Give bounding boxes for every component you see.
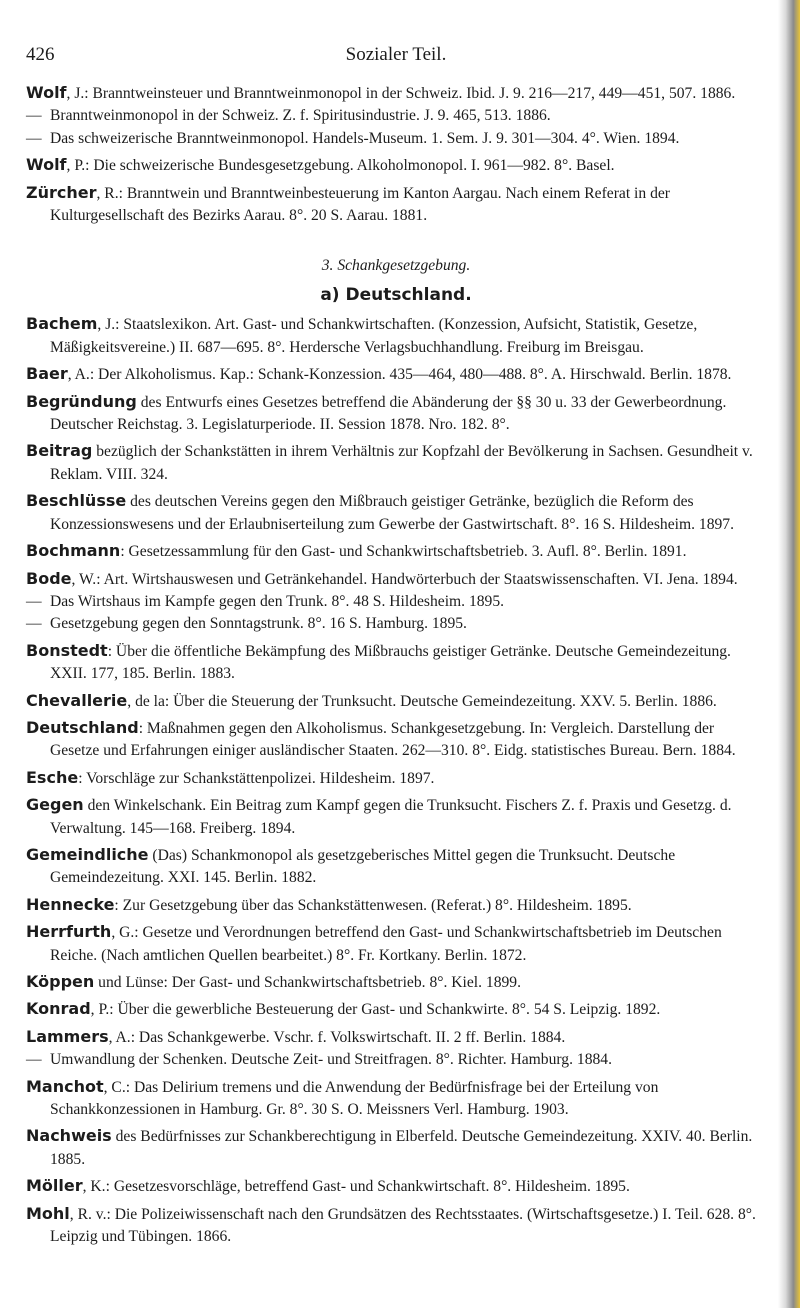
entry-text: , P.: Über die gewerbliche Besteuerung der Gast- und Schankwirte. 8°. 54 S. Leipzig. 1892. xyxy=(90,1001,661,1019)
subsection-title: a) Deutschland. xyxy=(320,285,472,306)
bibliography-entry xyxy=(26,1203,766,1249)
entry-author: Mohl xyxy=(26,1203,70,1223)
entry-author: Deutschland xyxy=(26,717,139,737)
entry-list-top xyxy=(26,82,766,227)
entry-text: des Bedürfnisses zur Schankberechtigung in Elberfeld. Deutsche Gemeindezeitung. XXIV. 40. Berlin. 1885. xyxy=(50,1128,753,1168)
ditto-dash: — xyxy=(26,1051,42,1069)
bibliography-entry xyxy=(26,440,766,486)
bibliography-subentry xyxy=(26,613,766,635)
entry-text: Das schweizerische Branntweinmonopol. Handels-Museum. 1. Sem. J. 9. 301—304. 4°. Wien. 1894. xyxy=(50,129,680,147)
entry-text: : Maßnahmen gegen den Alkoholismus. Schankgesetzgebung. In: Vergleich. Darstellung der Gesetze und Erfahrungen einiger ausländischer Staaten. 262—310. 8°. Eidg. statistisches Bureau. Bern. 1884. xyxy=(50,719,736,760)
entry-author: Bode xyxy=(26,568,72,588)
entry-text: , K.: Gesetzesvorschläge, betreffend Gast- und Schankwirtschaft. 8°. Hildesheim. 1895. xyxy=(82,1178,630,1196)
bibliography-entry xyxy=(26,971,766,994)
bibliography-entry xyxy=(26,998,766,1021)
entry-author: Beitrag xyxy=(26,441,93,461)
page-header xyxy=(26,44,766,74)
entry-author: Bachem xyxy=(26,314,98,334)
entry-author: Begründung xyxy=(26,391,137,411)
entry-text: : Zur Gesetzgebung über das Schankstättenwesen. (Referat.) 8°. Hildesheim. 1895. xyxy=(114,896,632,914)
entry-author: Baer xyxy=(26,364,68,384)
entry-author: Möller xyxy=(26,1176,83,1196)
bibliography-subentry xyxy=(26,105,766,127)
page-edge-shadow xyxy=(778,0,800,1308)
entry-author: Bochmann xyxy=(26,541,121,561)
bibliography-entry xyxy=(26,1125,766,1171)
entry-author: Hennecke xyxy=(26,894,115,914)
bibliography-entry xyxy=(26,1175,766,1198)
entry-author: Zürcher xyxy=(26,182,97,202)
entry-text: , A.: Das Schankgewerbe. Vschr. f. Volkswirtschaft. II. 2 ff. Berlin. 1884. xyxy=(108,1028,566,1046)
entry-text: (Das) Schankmonopol als gesetzgeberisches Mittel gegen die Trunksucht. Deutsche Gemeindezeitung. XXI. 145. Berlin. 1882. xyxy=(50,846,676,887)
entry-author: Konrad xyxy=(26,999,91,1019)
bibliography-entry xyxy=(26,363,766,386)
bibliography-entry xyxy=(26,490,766,536)
page-number: 426 xyxy=(26,44,55,65)
entry-text: : Über die öffentliche Bekämpfung des Mißbrauchs geistiger Getränke. Deutsche Gemeindezeitung. XXII. 177, 185. Berlin. 1883. xyxy=(50,642,731,683)
bibliography-entry xyxy=(26,921,766,967)
entry-text: und Lünse: Der Gast- und Schankwirtschaftsbetrieb. 8°. Kiel. 1899. xyxy=(94,974,522,991)
entry-text: bezüglich der Schankstätten in ihrem Verhältnis zur Kopfzahl der Bevölkerung in Sachsen. Gesundheit v. Reklam. VIII. 324. xyxy=(50,443,753,483)
entry-author: Esche xyxy=(26,767,79,787)
entry-text: Branntweinmonopol in der Schweiz. Z. f. Spiritusindustrie. J. 9. 465, 513. 1886. xyxy=(50,107,551,125)
entry-text: , R. v.: Die Polizeiwissenschaft nach den Grundsätzen des Rechtsstaates. (Wirtschaftsgesetze.) I. Teil. 628. 8°. Leipzig und Tübingen. 1866. xyxy=(50,1205,756,1246)
bibliography-entry xyxy=(26,568,766,591)
running-title: Sozialer Teil. xyxy=(345,44,447,65)
bibliography-entry xyxy=(26,767,766,790)
section-title: 3. Schankgesetzgebung. xyxy=(321,257,471,275)
bibliography-subentry xyxy=(26,128,766,150)
bibliography-entry xyxy=(26,540,766,563)
bibliography-entry xyxy=(26,717,766,763)
bibliography-entry xyxy=(26,1076,766,1122)
entry-text: Umwandlung der Schenken. Deutsche Zeit- und Streitfragen. 8°. Richter. Hamburg. 1884. xyxy=(50,1051,612,1069)
entry-text: : Vorschläge zur Schankstättenpolizei. Hildesheim. 1897. xyxy=(78,769,435,787)
bibliography-entry xyxy=(26,313,766,359)
entry-text: des deutschen Vereins gegen den Mißbrauch geistiger Getränke, bezüglich die Reform des Konzessionswesens und der Erlaubniserteilung zum Gewerbe der Gastwirtschaft. 8°. 16 S. Hildesheim. 1897. xyxy=(50,493,734,533)
entry-text: des Entwurfs eines Gesetzes betreffend die Abänderung der §§ 30 u. 33 der Gewerbeordnung. Deutscher Reichstag. 3. Legislaturperiode. II. Session 1878. Nro. 182. 8°. xyxy=(50,393,727,434)
entry-text: , P.: Die schweizerische Bundesgesetzgebung. Alkoholmonopol. I. 961—982. 8°. Basel. xyxy=(66,157,615,175)
entry-author: Lammers xyxy=(26,1026,109,1046)
bibliography-entry xyxy=(26,640,766,686)
entry-author: Herrfurth xyxy=(26,922,112,942)
bibliography-entry xyxy=(26,154,766,177)
entry-text: : Gesetzessammlung für den Gast- und Schankwirtschaftsbetrieb. 3. Aufl. 8°. Berlin. 1891. xyxy=(120,543,687,561)
entry-text: , de la: Über die Steuerung der Trunksucht. Deutsche Gemeindezeitung. XXV. 5. Berlin. 1886. xyxy=(127,692,717,710)
entry-text: Gesetzgebung gegen den Sonntagstrunk. 8°. 16 S. Hamburg. 1895. xyxy=(50,615,467,633)
bibliography-entry xyxy=(26,690,766,713)
bibliography-entry xyxy=(26,182,766,228)
bibliography-entry xyxy=(26,82,766,105)
entry-text: Das Wirtshaus im Kampfe gegen den Trunk. 8°. 48 S. Hildesheim. 1895. xyxy=(50,592,505,610)
entry-text: , W.: Art. Wirtshauswesen und Getränkehandel. Handwörterbuch der Staatswissenschaften. VI. Jena. 1894. xyxy=(71,570,738,588)
entry-author: Beschlüsse xyxy=(26,491,127,511)
entry-list-deutschland xyxy=(26,313,766,1248)
entry-text: , J.: Staatslexikon. Art. Gast- und Schankwirtschaften. (Konzession, Aufsicht, Statistik, Gesetze, Mäßigkeitsvereine.) II. 687—695. 8°. Herdersche Verlagsbuchhandlung. Freiburg im Breisgau. xyxy=(50,316,698,356)
bibliography-subentry xyxy=(26,591,766,613)
ditto-dash: — xyxy=(26,129,42,147)
bibliography-subentry xyxy=(26,1049,766,1071)
entry-author: Köppen xyxy=(26,972,95,991)
ditto-dash: — xyxy=(26,592,42,610)
entry-text: , A.: Der Alkoholismus. Kap.: Schank-Konzession. 435—464, 480—488. 8°. A. Hirschwald. Berlin. 1878. xyxy=(67,366,732,384)
entry-author: Gegen xyxy=(26,795,84,815)
entry-text: , C.: Das Delirium tremens und die Anwendung der Bedürfnisfrage bei der Erteilung von Schankkonzessionen in Hamburg. Gr. 8°. 30 S. O. Meissners Verl. Hamburg. 1903. xyxy=(50,1078,659,1119)
entry-author: Wolf xyxy=(26,155,67,175)
bibliography-entry xyxy=(26,894,766,917)
entry-author: Gemeindliche xyxy=(26,844,149,864)
entry-author: Manchot xyxy=(26,1076,104,1096)
bibliography-entry xyxy=(26,794,766,840)
bibliography-entry xyxy=(26,844,766,890)
entry-author: Nachweis xyxy=(26,1126,112,1146)
entry-text: , R.: Branntwein und Branntweinbesteuerung im Kanton Aargau. Nach einem Referat in der Kulturgesellschaft des Bezirks Aarau. 8°. 20 S. Aarau. 1881. xyxy=(50,184,670,225)
entry-author: Chevallerie xyxy=(26,690,128,710)
bibliography xyxy=(26,82,766,1248)
entry-text: , G.: Gesetze und Verordnungen betreffend den Gast- und Schankwirtschaftsbetrieb im Deutschen Reiche. (Nach amtlichen Quellen bearbeitet.) 8°. Fr. Kortkany. Berlin. 1872. xyxy=(50,924,722,964)
entry-text: den Winkelschank. Ein Beitrag zum Kampf gegen die Trunksucht. Fischers Z. f. Praxis und Gesetzg. d. Verwaltung. 145—168. Freiberg. 1894. xyxy=(50,797,732,837)
ditto-dash: — xyxy=(26,615,42,633)
entry-author: Wolf xyxy=(26,83,67,102)
entry-text: , J.: Branntweinsteuer und Branntweinmonopol in der Schweiz. Ibid. J. 9. 216—217, 449—451, 507. 1886. xyxy=(66,85,736,102)
entry-author: Bonstedt xyxy=(26,640,108,660)
bibliography-entry xyxy=(26,391,766,437)
bibliography-entry xyxy=(26,1026,766,1049)
ditto-dash: — xyxy=(26,107,42,125)
